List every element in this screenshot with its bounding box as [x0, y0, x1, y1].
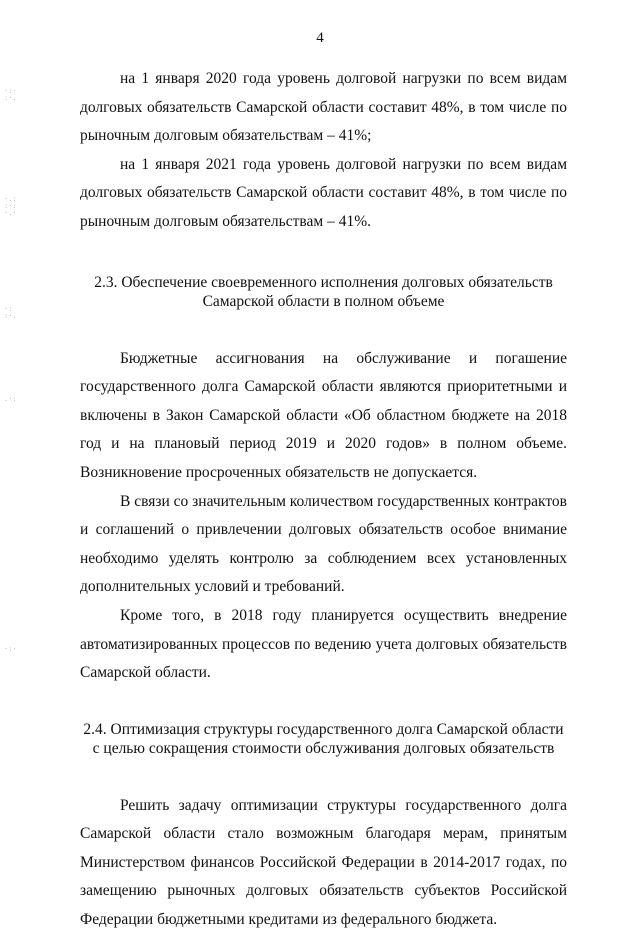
heading-line: 2.3. Обеспечение своевременного исполнения долговых обязательств	[94, 273, 553, 291]
section-heading-2-4	[80, 720, 567, 758]
heading-line: Самарской области в полном объеме	[202, 292, 445, 310]
paragraph: на 1 января 2020 года уровень долговой нагрузки по всем видам долговых обязательств Самарской области составит 48%, в том числе по рыночным долговым обязательствам – 41%;	[80, 70, 567, 145]
scan-artifact: ·: :·.	[4, 305, 17, 320]
section-heading-2-3	[80, 273, 567, 311]
document-body	[80, 65, 567, 935]
scan-artifact: .·:	[4, 395, 17, 403]
paragraph: Кроме того, в 2018 году планируется осуществить внедрение автоматизированных процессов по ведению учета долговых обязательств Самарской области.	[80, 606, 567, 682]
page-number: 4	[316, 30, 324, 46]
paragraph: В связи со значительным количеством государственных контрактов и соглашений о привлечении долговых обязательств особое внимание необходимо уделять контролю за соблюдением всех установленных дополнительных условий и требований.	[80, 492, 567, 596]
scan-artifact: ·:·	[4, 645, 17, 653]
paragraph: на 1 января 2021 года уровень долговой нагрузки по всем видам долговых обязательств Самарской области составит 48%, в том числе по рыночным долговым обязательствам – 41%.	[80, 155, 567, 230]
heading-line: с целью сокращения стоимости обслуживания долговых обязательств	[92, 739, 555, 757]
paragraph: Бюджетные ассигнования на обслуживание и погашение государственного долга Самарской области являются приоритетными и включены в Закон Самарской области «Об областном бюджете на 2018 год и на плановый период 2019 и 2020 годов» в полном объеме. Возникновение просроченных обязательств не допускается.	[80, 349, 567, 481]
scan-artifact: ·:· :·.	[4, 87, 17, 102]
scan-artifact: ·.: :·: ·.·	[4, 195, 17, 217]
heading-line: 2.4. Оптимизация структуры государственного долга Самарской области	[83, 720, 564, 738]
paragraph: Решить задачу оптимизации структуры государственного долга Самарской области стало возможным благодаря мерам, принятым Министерством финансов Российской Федерации в 2014-2017 годах, по замещению рыночных долговых обязательств субъектов Российской Федерации бюджетными кредитами из федерального бюджета.	[80, 796, 567, 929]
